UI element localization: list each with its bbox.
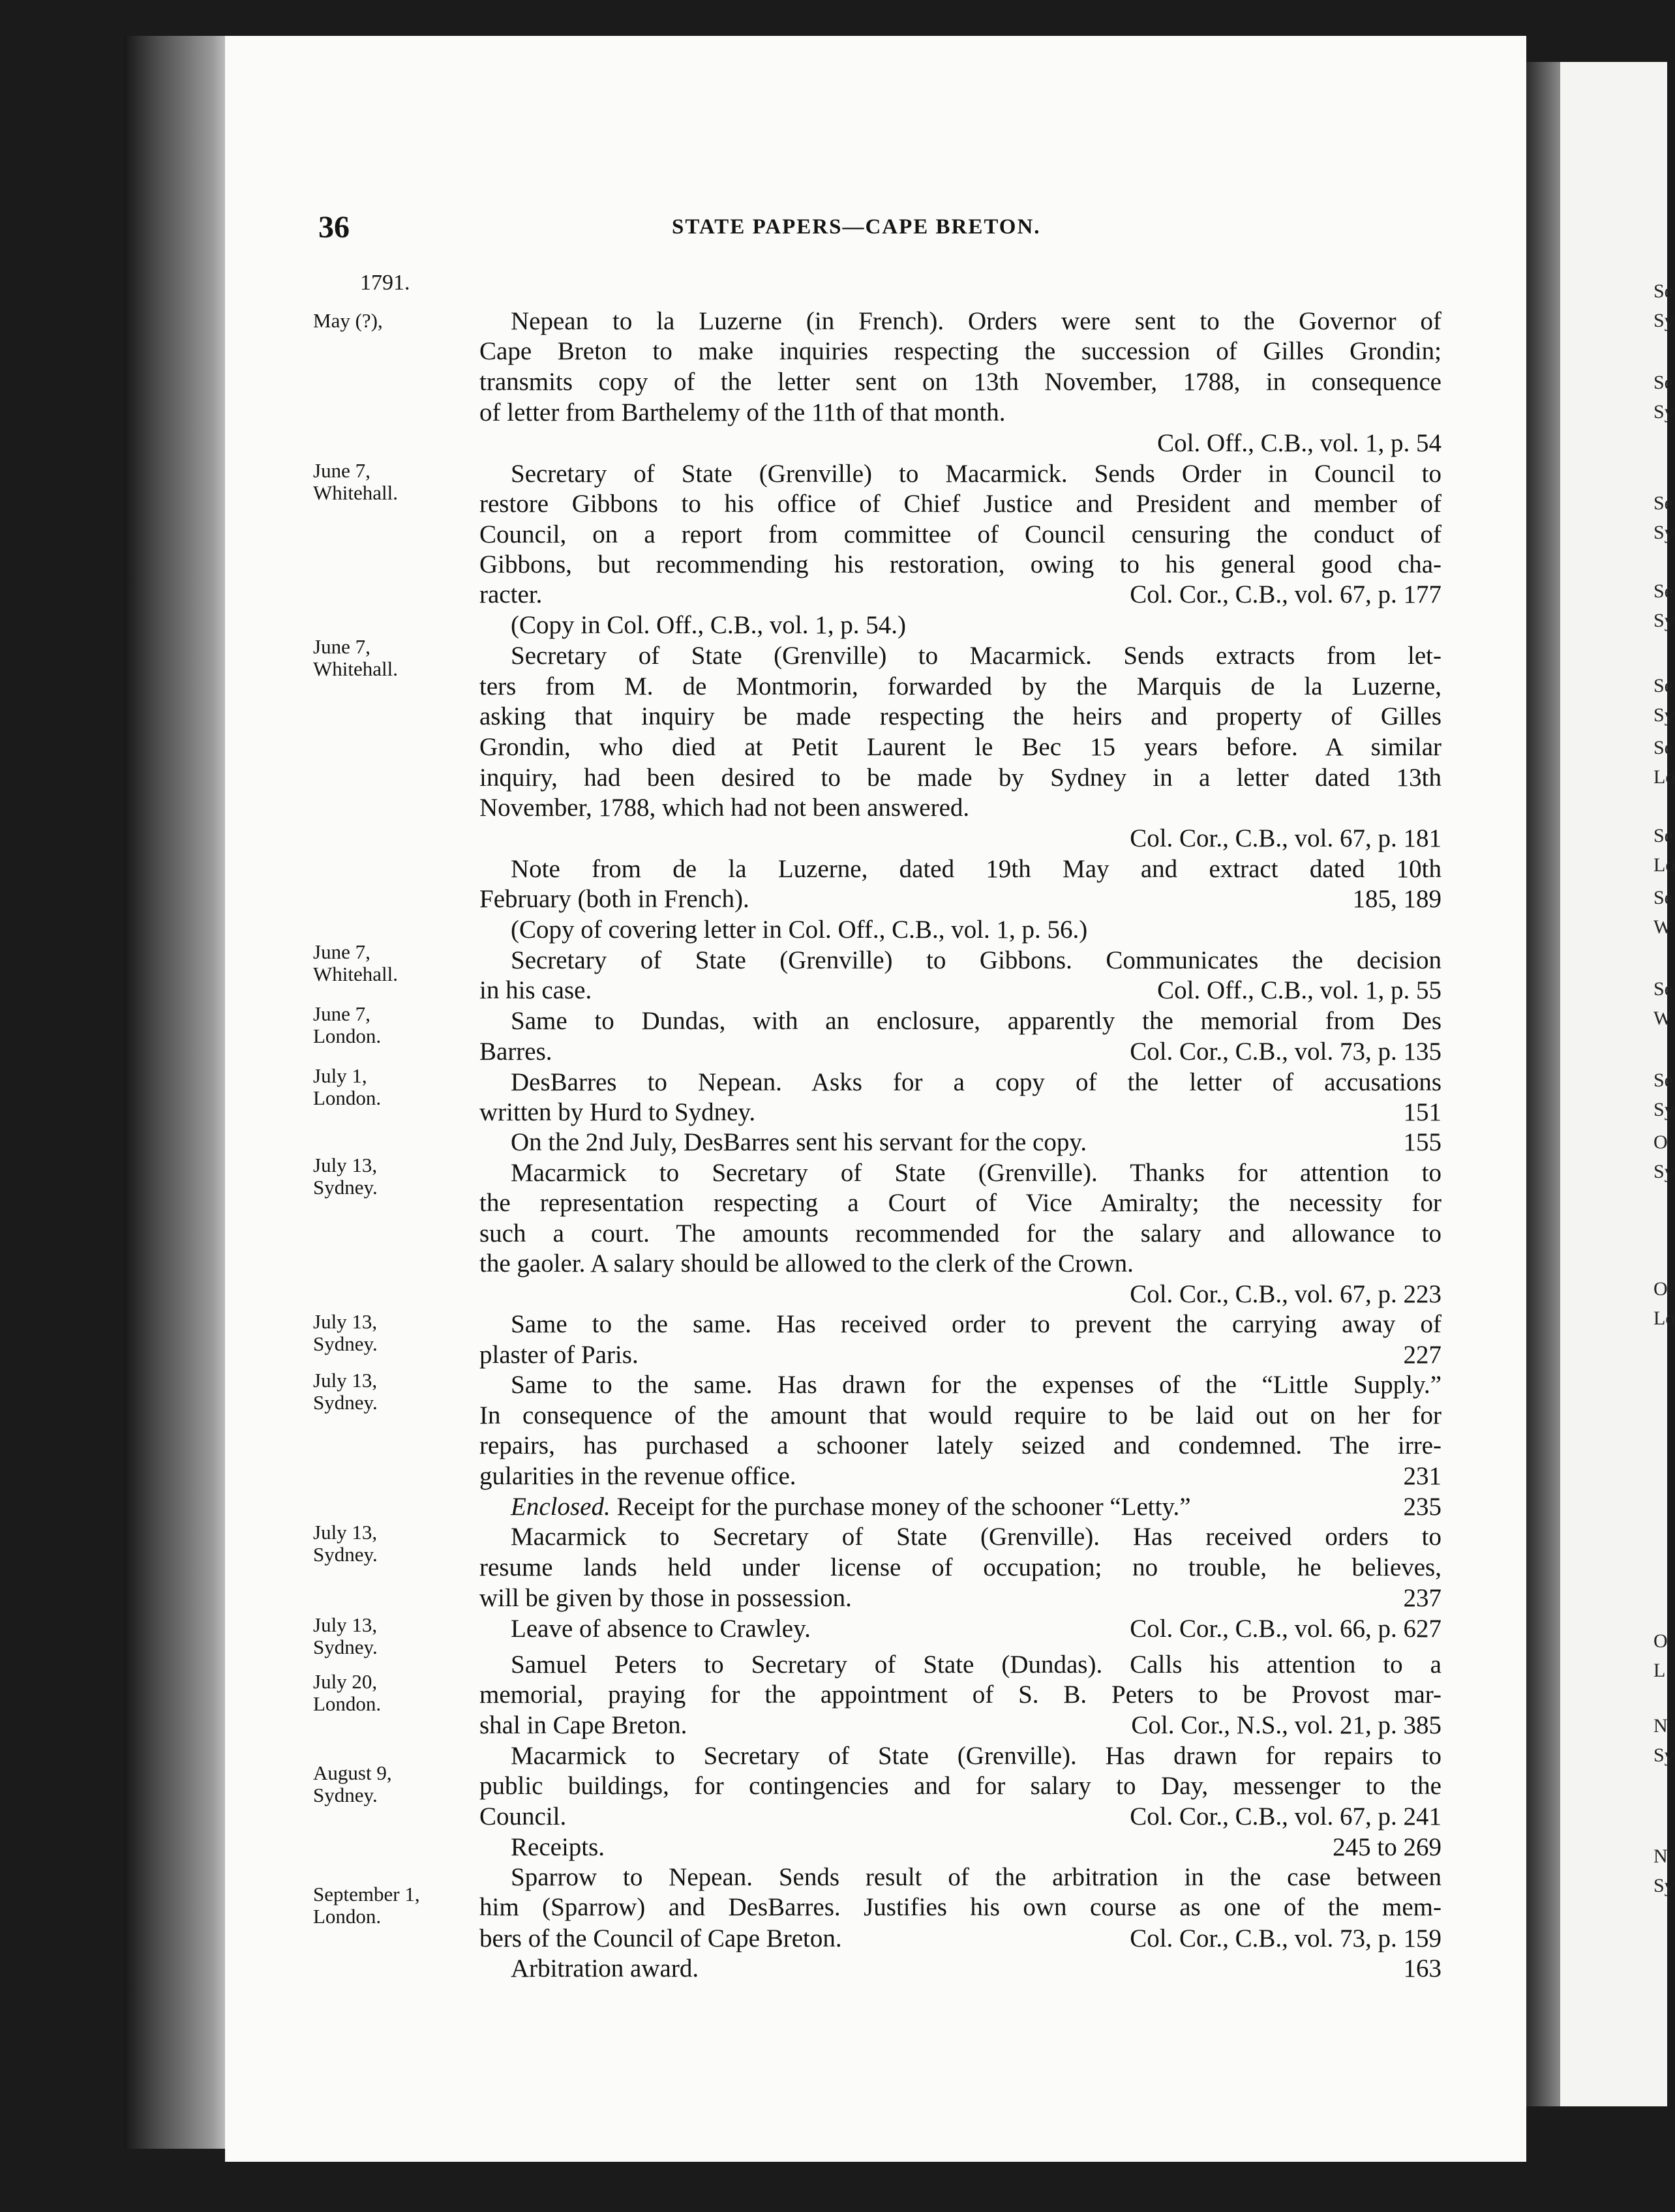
- date-day: June 7,: [313, 940, 370, 963]
- line-text: racter.: [479, 580, 543, 608]
- facing-page-fragment: Se: [1653, 887, 1673, 908]
- margin-date: [313, 636, 470, 680]
- text-line: Sparrow to Nepean. Sends result of the arbitration in the case between: [511, 1863, 1441, 1891]
- page-reference: 237: [1403, 1584, 1441, 1612]
- text-line: [479, 1340, 1441, 1370]
- year-heading: 1791.: [360, 271, 410, 295]
- text-line: Col. Cor., C.B., vol. 67, p. 223: [1130, 1280, 1441, 1308]
- text-line: public buildings, for contingencies and for salary to Day, messenger to the: [479, 1772, 1441, 1800]
- facing-page-fragment: W: [1653, 916, 1672, 938]
- facing-page-fragment: L: [1653, 1660, 1666, 1681]
- text-line: memorial, praying for the appointment of S. B. Peters to be Provost mar-: [479, 1681, 1441, 1709]
- margin-date: [313, 1614, 470, 1658]
- text-line: Secretary of State (Grenville) to Gibbons. Communicates the decision: [511, 946, 1441, 974]
- margin-date: [313, 310, 470, 332]
- line-text: Leave of absence to Crawley.: [511, 1615, 811, 1643]
- text-line: the representation respecting a Court of Vice Amiralty; the necessity for: [479, 1189, 1441, 1217]
- facing-page-fragment: O: [1653, 1131, 1668, 1153]
- text-line: Gibbons, but recommending his restoration, owing to his general good cha-: [479, 550, 1441, 578]
- date-day: June 7,: [313, 1002, 370, 1025]
- text-line: Samuel Peters to Secretary of State (Dundas). Calls his attention to a: [511, 1651, 1441, 1679]
- enclosure-label: Enclosed.: [511, 1493, 611, 1521]
- text-line: transmits copy of the letter sent on 13th November, 1788, in consequence: [479, 368, 1441, 396]
- text-line: [511, 1954, 1441, 1984]
- facing-page-fragment: Se: [1653, 492, 1673, 514]
- date-place: Sydney.: [313, 1391, 378, 1414]
- running-title: STATE PAPERS—CAPE BRETON.: [672, 215, 1041, 239]
- date-place: Sydney.: [313, 1332, 378, 1355]
- page-reference: Col. Cor., C.B., vol. 67, p. 177: [1130, 580, 1441, 608]
- date-day: July 1,: [313, 1064, 367, 1087]
- page-reference: 231: [1403, 1462, 1441, 1490]
- text-line: Same to Dundas, with an enclosure, apparently the memorial from Des: [511, 1007, 1441, 1035]
- text-line: [511, 1492, 1441, 1522]
- page-reference: 185, 189: [1352, 885, 1441, 913]
- margin-date: [313, 1671, 470, 1715]
- line-text: Barres.: [479, 1038, 552, 1066]
- date-day: July 13,: [313, 1154, 378, 1176]
- margin-date: [313, 460, 470, 504]
- facing-page-fragment: Se: [1653, 978, 1673, 1000]
- text-line: [479, 1037, 1441, 1067]
- facing-page-fragment: Se: [1653, 1069, 1673, 1091]
- margin-date: [313, 1369, 470, 1414]
- facing-page-fragment: W: [1653, 1008, 1672, 1029]
- margin-date: [313, 1154, 470, 1199]
- facing-page-fragment: Sy: [1653, 610, 1674, 631]
- text-line: Same to the same. Has received order to prevent the carrying away of: [511, 1310, 1441, 1338]
- line-text: Receipt for the purchase money of the schooner “Letty.”: [610, 1493, 1191, 1521]
- date-place: London.: [313, 1024, 382, 1047]
- line-text: On the 2nd July, DesBarres sent his servant for the copy.: [511, 1128, 1087, 1156]
- text-line: (Copy of covering letter in Col. Off., C.B., vol. 1, p. 56.): [511, 916, 1088, 944]
- text-line: Macarmick to Secretary of State (Grenville). Has drawn for repairs to: [511, 1742, 1441, 1770]
- date-place: Whitehall.: [313, 657, 398, 680]
- page-reference: 155: [1403, 1128, 1441, 1156]
- page-reference: 151: [1403, 1098, 1441, 1126]
- date-day: May (?),: [313, 309, 383, 332]
- facing-page-fragment: Sy: [1653, 704, 1674, 726]
- page-reference: 245 to 269: [1333, 1833, 1441, 1861]
- text-line: [511, 1128, 1441, 1158]
- facing-page-fragment: Lo: [1653, 1308, 1675, 1329]
- date-day: August 9,: [313, 1761, 392, 1784]
- text-line: resume lands held under license of occupation; no trouble, he believes,: [479, 1553, 1441, 1581]
- facing-page-fragment: Sy: [1653, 1099, 1674, 1120]
- text-line: [479, 1924, 1441, 1954]
- text-line: [479, 1461, 1441, 1491]
- facing-page-fragment: N: [1653, 1846, 1668, 1867]
- page-reference: Col. Off., C.B., vol. 1, p. 55: [1157, 976, 1441, 1004]
- margin-date: [313, 1521, 470, 1566]
- text-line: Secretary of State (Grenville) to Macarmick. Sends Order in Council to: [511, 460, 1441, 488]
- line-text: bers of the Council of Cape Breton.: [479, 1924, 842, 1952]
- date-day: June 7,: [313, 635, 370, 658]
- line-text: shal in Cape Breton.: [479, 1711, 687, 1739]
- page-reference: 227: [1403, 1341, 1441, 1369]
- facing-page-fragment: Sy: [1653, 401, 1674, 423]
- text-line: Same to the same. Has drawn for the expenses of the “Little Supply.”: [511, 1371, 1441, 1399]
- text-line: Cape Breton to make inquiries respecting the succession of Gilles Grondin;: [479, 337, 1441, 365]
- facing-page-fragment: Se: [1653, 580, 1673, 602]
- line-text: Council.: [479, 1802, 567, 1831]
- text-line: ters from M. de Montmorin, forwarded by the Marquis de la Luzerne,: [479, 672, 1441, 700]
- date-day: September 1,: [313, 1883, 420, 1906]
- page-reference: Col. Cor., C.B., vol. 73, p. 159: [1130, 1924, 1441, 1952]
- date-place: Sydney.: [313, 1784, 378, 1806]
- text-line: Council, on a report from committee of Council censuring the conduct of: [479, 520, 1441, 548]
- date-place: Sydney.: [313, 1636, 378, 1658]
- text-line: Col. Cor., C.B., vol. 67, p. 181: [1130, 824, 1441, 852]
- facing-page-fragment: Lo: [1653, 854, 1675, 876]
- page-reference: Col. Cor., C.B., vol. 67, p. 241: [1130, 1802, 1441, 1831]
- text-line: [479, 884, 1441, 914]
- margin-date: [313, 1311, 470, 1355]
- text-line: such a court. The amounts recommended for the salary and allowance to: [479, 1219, 1441, 1248]
- text-line: (Copy in Col. Off., C.B., vol. 1, p. 54.): [511, 611, 906, 639]
- date-day: July 13,: [313, 1613, 378, 1636]
- text-line: [511, 1832, 1441, 1862]
- page-reference: Col. Cor., C.B., vol. 66, p. 627: [1130, 1615, 1441, 1643]
- date-day: July 13,: [313, 1310, 378, 1333]
- date-place: London.: [313, 1692, 382, 1715]
- date-day: July 13,: [313, 1521, 378, 1544]
- line-text: Receipts.: [511, 1833, 605, 1861]
- line-text: gularities in the revenue office.: [479, 1462, 796, 1490]
- text-line: inquiry, had been desired to be made by Sydney in a letter dated 13th: [479, 764, 1441, 792]
- page-reference: 235: [1403, 1493, 1441, 1521]
- facing-page-edge: [1560, 62, 1667, 2106]
- text-line: Col. Off., C.B., vol. 1, p. 54: [1157, 429, 1441, 457]
- line-text: February (both in French).: [479, 885, 749, 913]
- facing-page-fragment: Sy: [1653, 310, 1674, 331]
- text-line: Note from de la Luzerne, dated 19th May and extract dated 10th: [511, 855, 1441, 883]
- facing-page-fragment: O: [1653, 1278, 1668, 1300]
- text-line: Macarmick to Secretary of State (Grenville). Thanks for attention to: [511, 1159, 1441, 1187]
- text-line: him (Sparrow) and DesBarres. Justifies his own course as one of the mem-: [479, 1893, 1441, 1921]
- text-line: Macarmick to Secretary of State (Grenville). Has received orders to: [511, 1523, 1441, 1551]
- date-day: July 13,: [313, 1369, 378, 1392]
- page-reference: Col. Cor., C.B., vol. 73, p. 135: [1130, 1038, 1441, 1066]
- text-line: asking that inquiry be made respecting the heirs and property of Gilles: [479, 702, 1441, 730]
- date-place: London.: [313, 1905, 382, 1928]
- facing-page-fragment: O: [1653, 1630, 1668, 1652]
- facing-page-fragment: N: [1653, 1715, 1668, 1737]
- date-day: June 7,: [313, 459, 370, 482]
- text-line: restore Gibbons to his office of Chief Justice and President and member of: [479, 490, 1441, 518]
- text-line: the gaoler. A salary should be allowed to the clerk of the Crown.: [479, 1249, 1134, 1278]
- margin-date: [313, 1065, 470, 1109]
- line-text: will be given by those in possession.: [479, 1584, 852, 1612]
- facing-page-fragment: Se: [1653, 675, 1673, 696]
- text-line: [479, 1711, 1441, 1741]
- facing-page-fragment: Sy: [1653, 1875, 1674, 1896]
- facing-page-fragment: Se: [1653, 737, 1673, 758]
- page-number: 36: [318, 210, 350, 245]
- line-text: plaster of Paris.: [479, 1341, 639, 1369]
- text-line: [479, 580, 1441, 610]
- line-text: Arbitration award.: [511, 1954, 699, 1982]
- facing-page-fragment: Se: [1653, 372, 1673, 393]
- text-line: November, 1788, which had not been answered.: [479, 794, 970, 822]
- facing-page-fragment: Sy: [1653, 522, 1674, 543]
- text-line: repairs, has purchased a schooner lately seized and condemned. The irre-: [479, 1431, 1441, 1459]
- margin-date: [313, 1762, 470, 1806]
- text-line: [479, 1802, 1441, 1832]
- facing-page-fragment: Sy: [1653, 1161, 1674, 1182]
- date-place: Sydney.: [313, 1543, 378, 1566]
- facing-page-fragment: Se: [1653, 825, 1673, 846]
- date-place: Sydney.: [313, 1176, 378, 1199]
- date-place: Whitehall.: [313, 963, 398, 985]
- facing-page-fragment: Sy: [1653, 1744, 1674, 1766]
- text-line: [479, 976, 1441, 1006]
- text-line: [511, 1614, 1441, 1644]
- facing-page-fragment: Se: [1653, 280, 1673, 302]
- margin-date: [313, 941, 470, 985]
- page-reference: Col. Cor., N.S., vol. 21, p. 385: [1131, 1711, 1441, 1739]
- margin-date: [313, 1003, 470, 1047]
- book-spine-shadow: [124, 36, 228, 2149]
- facing-page-fragment: Lo: [1653, 766, 1675, 788]
- page-reference: 163: [1403, 1954, 1441, 1982]
- text-line: Nepean to la Luzerne (in French). Orders were sent to the Governor of: [511, 307, 1441, 335]
- date-place: Whitehall.: [313, 481, 398, 504]
- text-line: Secretary of State (Grenville) to Macarmick. Sends extracts from let-: [511, 642, 1441, 670]
- date-day: July 20,: [313, 1670, 378, 1693]
- text-line: In consequence of the amount that would require to be laid out on her for: [479, 1401, 1441, 1429]
- text-line: Grondin, who died at Petit Laurent le Bec 15 years before. A similar: [479, 733, 1441, 761]
- margin-date: [313, 1883, 470, 1928]
- line-text: in his case.: [479, 976, 592, 1004]
- text-line: of letter from Barthelemy of the 11th of that month.: [479, 398, 1006, 426]
- text-line: DesBarres to Nepean. Asks for a copy of the letter of accusations: [511, 1068, 1441, 1096]
- line-text: written by Hurd to Sydney.: [479, 1098, 756, 1126]
- date-place: London.: [313, 1086, 382, 1109]
- page-gutter-shadow: [1526, 62, 1560, 2106]
- text-line: [479, 1583, 1441, 1613]
- text-line: [479, 1098, 1441, 1128]
